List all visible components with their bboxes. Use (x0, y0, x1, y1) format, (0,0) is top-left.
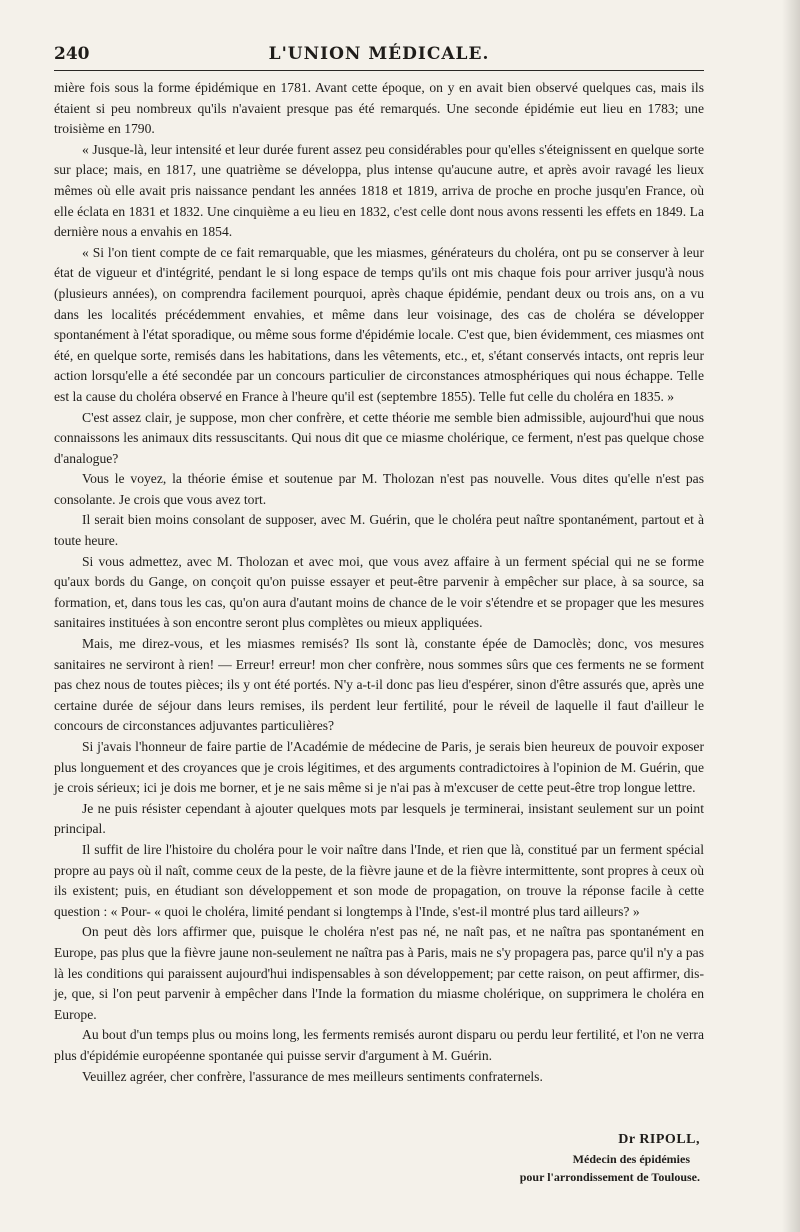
signature-location: pour l'arrondissement de Toulouse. (519, 1170, 700, 1184)
journal-title: L'UNION MÉDICALE. (268, 44, 490, 64)
article-body (54, 78, 704, 1087)
paragraph: Vous le voyez, la théorie émise et soutenue par M. Tholozan n'est pas nouvelle. Vous dites qu'elle n'est pas consolante. Je crois que vous avez tort. (54, 471, 704, 507)
paragraph: Si vous admettez, avec M. Tholozan et avec moi, que vous avez affaire à un ferment spécial qui ne se forme qu'aux bords du Gange, on conçoit qu'on puisse essayer et peut-être parvenir à empêcher sur place, à sa source, sa formation, et, dans tous les cas, qu'on aura d'autant moins de chance de le voir s'étendre et se propager que les mesures sanitaires instituées à son encontre seront plus complètes ou mieux appliquées. (54, 553, 704, 631)
paragraph: C'est assez clair, je suppose, mon cher confrère, et cette théorie me semble bien admissible, aujourd'hui que nous connaissons les animaux dits ressuscitants. Qui nous dit que ce miasme cholérique, ce ferment, n'est pas quelque chose d'analogue? (54, 409, 704, 466)
paragraph: Mais, me direz-vous, et les miasmes remisés? Ils sont là, constante épée de Damoclès; donc, vos mesures sanitaires ne serviront à rien! — Erreur! erreur! mon cher confrère, nous sommes sûrs que ces ferments ne se forment pas chez nous de toutes pièces; ils y ont été portés. N'y a-t-il donc pas lieu d'espérer, sinon d'être assurés que, après une certaine durée de séjour dans leurs remises, ils perdent leur fertilité, pour le réveil de laquelle il faut d'ailleur le concours de circonstances adjuvantes particulières? (54, 636, 704, 734)
paragraph: « Si l'on tient compte de ce fait remarquable, que les miasmes, générateurs du choléra, ont pu se conserver à leur état de vigueur et d'intégrité, pendant le si long espace de temps qu'ils ont mis chaque fois pour arriver jusqu'à nous (plusieurs années), on comprendra facilement pourquoi, après chaque épidémie, pendant deux ou trois ans, on a vu dans les localités précédemment envahies, et même dans leur voisinage, des cas de choléra se développer spontanément à l'état sporadique, ou même sous forme d'épidémie locale. C'est que, bien évidemment, ces miasmes ont été, en quelque sorte, remisés dans les habitations, dans les vêtements, etc., et, s'étant conservés intacts, ont repris leur action lorsqu'elle a été secondée par un concours particulier de circonstances atmosphériques qui nous échappe. Telle est la cause du choléra observé en France à l'heure qu'il est (septembre 1855). Telle fut celle du choléra en 1835. » (54, 244, 704, 404)
paragraph: mière fois sous la forme épidémique en 1781. Avant cette époque, on y en avait bien observé quelques cas, mais ils étaient si peu nombreux qu'ils n'avaient presque pas été remarqués. Une seconde épidémie eut lieu en 1783; une troisième en 1790. (54, 80, 704, 137)
signature-role: Médecin des épidémies (572, 1152, 690, 1166)
signature-name: Dr RIPOLL, (618, 1132, 700, 1147)
paragraph: « Jusque-là, leur intensité et leur durée furent assez peu considérables pour qu'elles s'éteignissent en quelque sorte sur place; mais, en 1817, une quatrième se développa, plus intense qu'aucune autre, et après avoir ravagé les lieux mêmes où elle avait pris naissance pendant les années 1818 et 1819, arriva de proche en proche jusqu'en France, où elle éclata en 1831 et 1832. Une cinquième a eu lieu en 1832, c'est celle dont nous avons ressenti les effets en 1849. La dernière nous a envahis en 1854. (54, 141, 704, 240)
signature-block (400, 1130, 700, 1186)
closing-paragraph: Veuillez agréer, cher confrère, l'assurance de mes meilleurs sentiments confraternels. (82, 1068, 543, 1084)
page-edge-shadow (782, 0, 800, 1232)
paragraph: Si j'avais l'honneur de faire partie de l'Académie de médecine de Paris, je serais bien heureux de pouvoir exposer plus longuement et des croyances que je crois légitimes, et des arguments contradictoires à l'opinion de M. Guérin, que je crois sérieux; ici je dois me borner, et je ne sais même si je n'ai pas à m'excuser de cette peut-être trop longue lettre. (54, 739, 704, 796)
paragraph: On peut dès lors affirmer que, puisque le choléra n'est pas né, ne naît pas, et ne naîtra pas spontanément en Europe, pas plus que la fièvre jaune non-seulement ne naîtra pas à Paris, mais ne s'y propagera pas, parce qu'il n'y a pas là les conditions qui paraissent aujourd'hui indispensables à son développement; par cette raison, on peut affirmer, dis-je, que, si l'on peut parvenir à empêcher dans l'Inde la formation du miasme cholérique, on supprimera le choléra en Europe. (54, 924, 704, 1022)
page-number: 240 (54, 44, 90, 64)
page-header (54, 40, 704, 71)
paragraph: Au bout d'un temps plus ou moins long, les ferments remisés auront disparu ou perdu leur fertilité, et l'on ne verra plus d'épidémie européenne spontanée qui puisse servir d'argument à M. Guérin. (54, 1027, 704, 1063)
paragraph: Je ne puis résister cependant à ajouter quelques mots par lesquels je terminerai, insistant seulement sur un point principal. (54, 800, 704, 837)
paragraph: Il serait bien moins consolant de supposer, avec M. Guérin, que le choléra peut naître spontanément, partout et à toute heure. (54, 512, 704, 549)
paragraph: Il suffit de lire l'histoire du choléra pour le voir naître dans l'Inde, et rien que là, constitué par un ferment spécial propre au pays où il naît, comme ceux de la peste, de la fièvre jaune et de la fièvre intermittente, sont propres à ceux où ils existent; puis, en étudiant son développement et son mode de propagation, on trouve la réponse facile à cette question : « Pour- « quoi le choléra, limité pendant si longtemps à l'Inde, s'est-il montré plus tard ailleurs? » (54, 841, 704, 919)
